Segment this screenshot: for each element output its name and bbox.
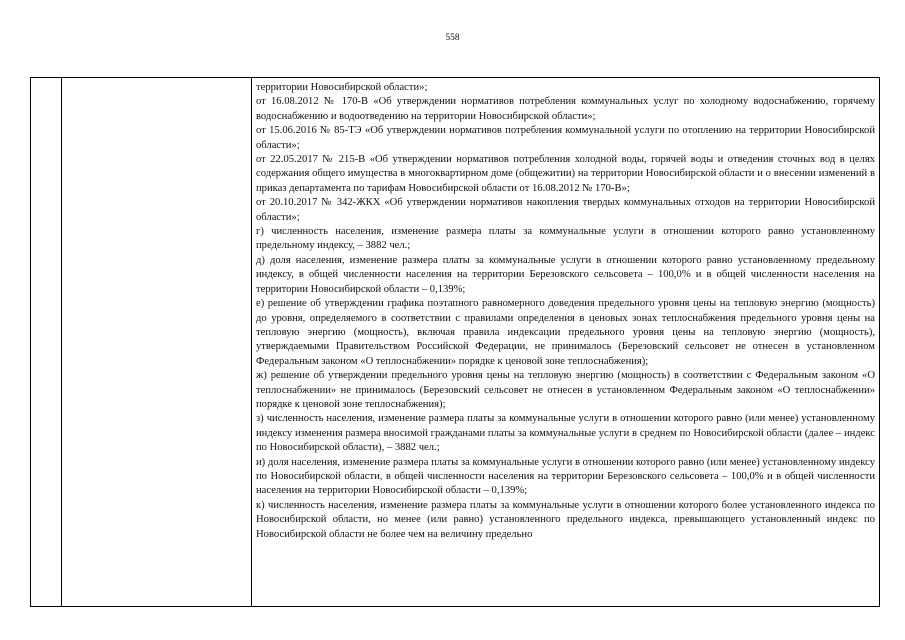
paragraph: от 22.05.2017 № 215-В «Об утверждении нормативов потребления холодной воды, горячей воды и отведения сточных вод в целях содержания общего имущества в многоквартирном доме (общежитии) на территории Новосибирской области и о внесении изменений в приказ департамента по тарифам Новосибирской области от 16.08.2012 № 170-В»; — [256, 154, 875, 194]
paragraph: д) доля населения, изменение размера платы за коммунальные услуги в отношении которого равно установленному предельному индексу, в общей численности населения на территории Березовского сельсовета – 100,0% и в общей численности населения на территории Новосибирской области – 0,139%; — [256, 254, 875, 295]
table-column-number — [31, 78, 62, 606]
paragraph: е) решение об утверждении графика поэтапного равномерного доведения предельного уровня цены на тепловую энергию (мощность) до уровня, определяемого в соответствии с правилами определения в ценовых зонах теплоснабжения предельного уровня цены на тепловую энергию (мощность), включая правила индексации предельного уровня цены на тепловую энергию (мощность), утверждаемыми Правительством Российской Федерации, не принималось (Березовский сельсовет не отнесен в установленном Федеральным законом «О теплоснабжении» порядке к ценовой зоне теплоснабжения); — [256, 298, 875, 367]
table-column-name — [62, 78, 252, 606]
paragraph: ж) решение об утверждении предельного уровня цены на тепловую энергию (мощность) в соответствии с Федеральным законом «О теплоснабжении» не принималось (Березовский сельсовет не отнесен в установленном Федеральным законом «О теплоснабжении» порядке к ценовой зоне теплоснабжения); — [256, 370, 875, 410]
document-table — [30, 77, 880, 607]
table-column-content — [252, 78, 879, 606]
paragraph: территории Новосибирской области»; — [256, 82, 428, 93]
paragraph: з) численность населения, изменение размера платы за коммунальные услуги в отношении которого равно (или менее) установленному индексу изменения размера вносимой гражданами платы за коммунальные услуги в среднем по Новосибирской области (далее – индекс по Новосибирской области), – 3882 чел.; — [256, 413, 875, 454]
paragraph: от 16.08.2012 № 170-В «Об утверждении нормативов потребления коммунальных услуг по холодному водоснабжению, горячему водоснабжению и водоотведению на территории Новосибирской области»; — [256, 96, 875, 122]
paragraph: г) численность населения, изменение размера платы за коммунальные услуги в отношении которого равно установленному предельному индексу, – 3882 чел.; — [256, 226, 875, 252]
paragraph: от 20.10.2017 № 342-ЖКХ «Об утверждении нормативов накопления твердых коммунальных отходов на территории Новосибирской области»; — [256, 197, 875, 223]
paragraph: от 15.06.2016 № 85-ТЭ «Об утверждении нормативов потребления коммунальной услуги по отоплению на территории Новосибирской области»; — [256, 125, 875, 151]
paragraph: и) доля населения, изменение размера платы за коммунальные услуги в отношении которого равно (или менее) установленному индексу по Новосибирской области, в общей численности населения на территории Березовского сельсовета – 100,0% и в общей численности населения на территории Новосибирской области – 0,139%; — [256, 456, 875, 497]
paragraph: к) численность населения, изменение размера платы за коммунальные услуги в отношении которого более установленного индекса по Новосибирской области, но менее (или равно) установленного предельного индекса, превышающего установленный индекс по Новосибирской области не более чем на величину предельно — [256, 499, 875, 540]
page-number: 558 — [445, 33, 460, 43]
